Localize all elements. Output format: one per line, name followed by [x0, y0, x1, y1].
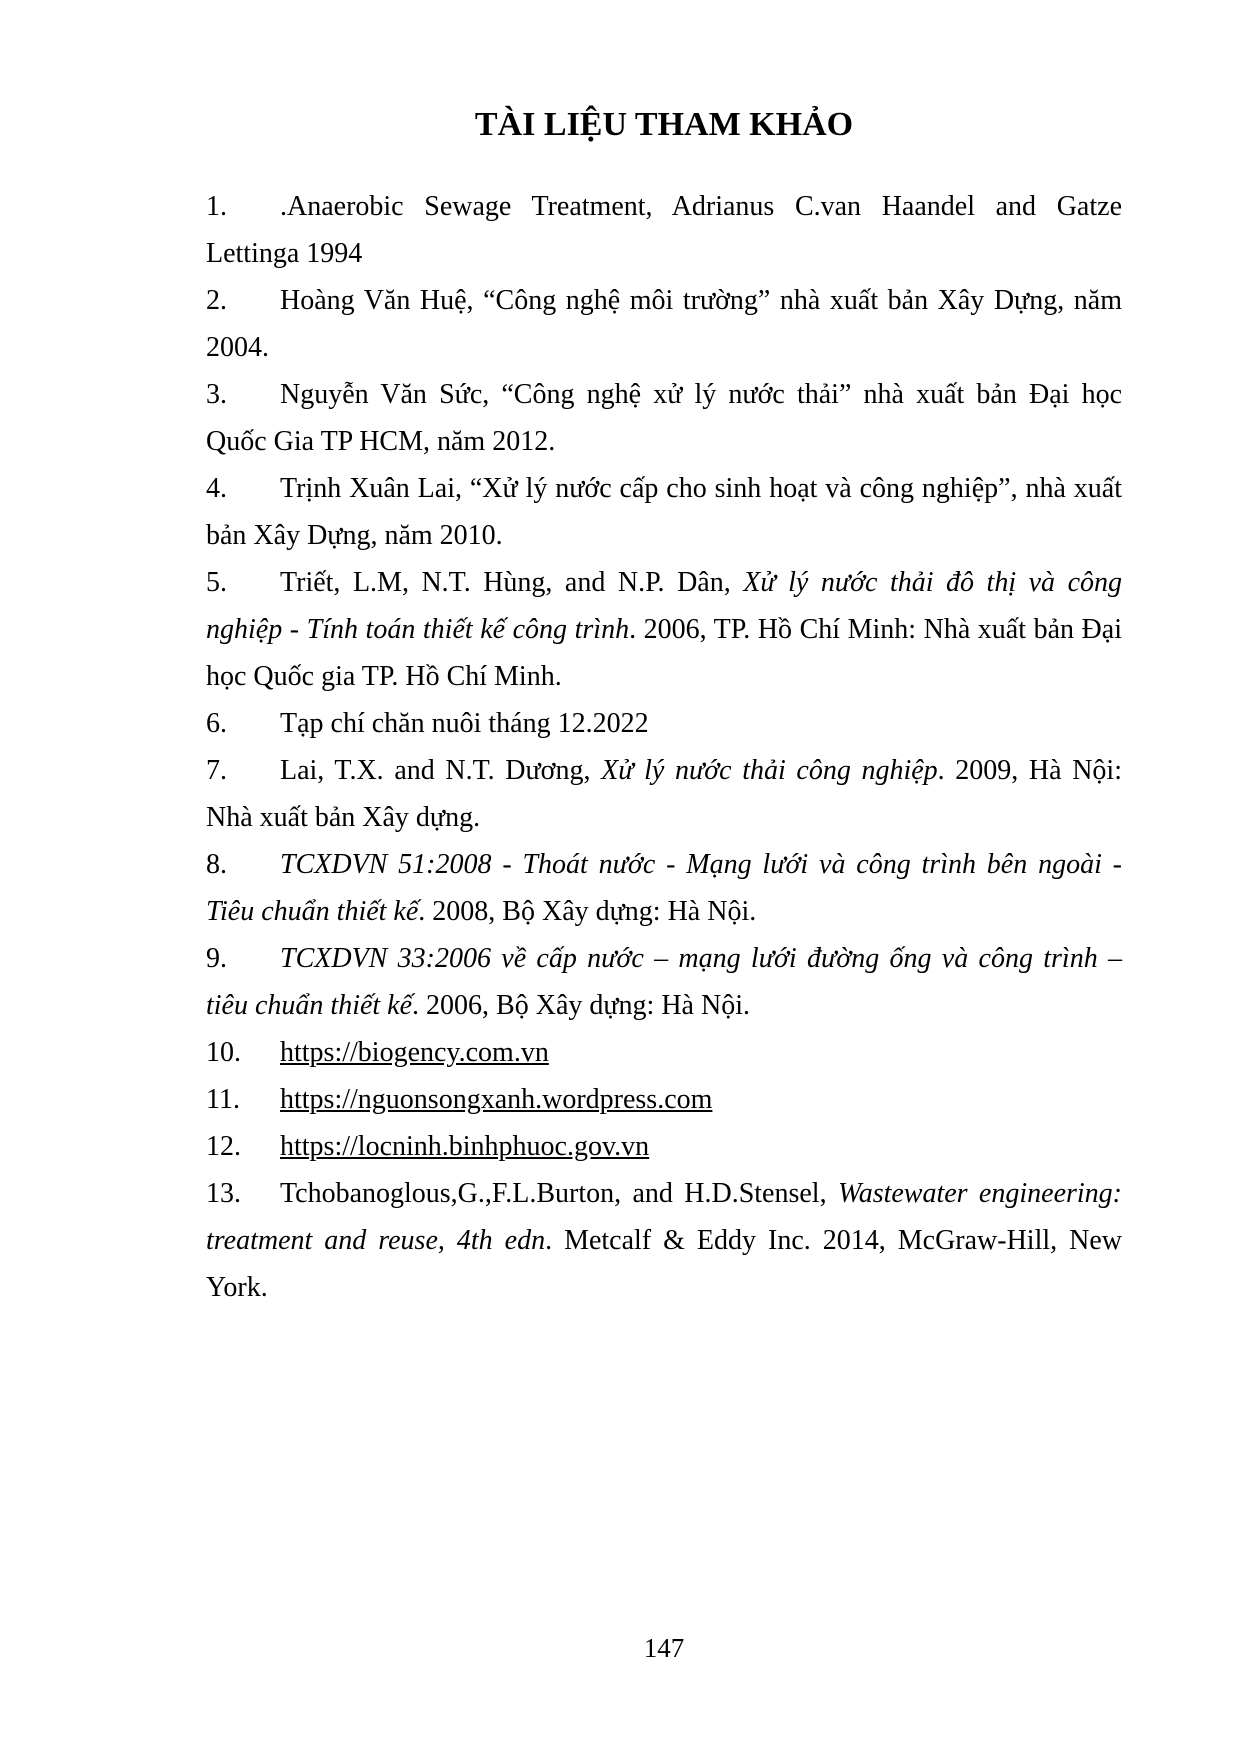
reference-text: Triết, L.M, N.T. Hùng, and N.P. Dân,: [280, 567, 744, 598]
reference-item: [206, 1029, 1122, 1076]
reference-text: Tchobanoglous,G.,F.L.Burton, and H.D.Stensel,: [280, 1178, 838, 1209]
reference-number: 5.: [206, 567, 227, 598]
reference-number: 10.: [206, 1037, 241, 1068]
reference-text: Xử lý nước thải công nghiệp: [601, 755, 938, 786]
reference-item: [206, 277, 1122, 371]
reference-number: 1.: [206, 191, 227, 222]
reference-number: 4.: [206, 473, 227, 504]
reference-text: Hoàng Văn Huệ, “Công nghệ môi trường” nhà xuất bản Xây Dựng, năm 2004.: [206, 285, 1122, 363]
reference-item: [206, 183, 1122, 277]
reference-number: 8.: [206, 849, 227, 880]
reference-item: [206, 371, 1122, 465]
reference-number: 13.: [206, 1178, 241, 1209]
reference-item: [206, 1123, 1122, 1170]
reference-number: 7.: [206, 755, 227, 786]
page-number: 147: [643, 1633, 685, 1663]
reference-text: . 2009, Hà Nội: Nhà xuất bản Xây dựng.: [206, 755, 1122, 833]
reference-item: [206, 747, 1122, 841]
reference-text: . 2008, Bộ Xây dựng: Hà Nội.: [418, 896, 757, 927]
reference-text: TCXDVN 51:2008 - Thoát nước - Mạng lưới và công trình bên ngoài - Tiêu chuẩn thiết kế: [206, 849, 1122, 927]
reference-number: 3.: [206, 379, 227, 410]
reference-number: 11.: [206, 1084, 240, 1115]
reference-number: 12.: [206, 1131, 241, 1162]
reference-text: Trịnh Xuân Lai, “Xử lý nước cấp cho sinh hoạt và công nghiệp”, nhà xuất bản Xây Dựng, năm 2010.: [206, 473, 1122, 551]
reference-link[interactable]: https://nguonsongxanh.wordpress.com: [280, 1084, 713, 1115]
reference-text: Nguyễn Văn Sức, “Công nghệ xử lý nước thải” nhà xuất bản Đại học Quốc Gia TP HCM, năm 2012.: [206, 379, 1122, 457]
reference-item: [206, 841, 1122, 935]
page-title: TÀI LIỆU THAM KHẢO: [474, 106, 854, 143]
reference-item: [206, 1170, 1122, 1311]
reference-item: [206, 700, 1122, 747]
reference-item: [206, 1076, 1122, 1123]
reference-item: [206, 559, 1122, 700]
reference-text: Tạp chí chăn nuôi tháng 12.2022: [280, 708, 649, 739]
reference-item: [206, 465, 1122, 559]
reference-link[interactable]: https://locninh.binhphuoc.gov.vn: [280, 1131, 650, 1162]
reference-text: Lai, T.X. and N.T. Dương,: [280, 755, 602, 786]
reference-number: 9.: [206, 943, 227, 974]
reference-text: .Anaerobic Sewage Treatment, Adrianus C.van Haandel and Gatze Lettinga 1994: [206, 191, 1122, 269]
reference-item: [206, 935, 1122, 1029]
reference-text: . 2006, Bộ Xây dựng: Hà Nội.: [412, 990, 750, 1021]
reference-text: Wastewater engineering: treatment and reuse, 4th edn: [206, 1178, 1122, 1256]
reference-number: 2.: [206, 285, 227, 316]
reference-text: TCXDVN 33:2006 về cấp nước – mạng lưới đường ống và công trình – tiêu chuẩn thiết kế: [206, 943, 1122, 1021]
reference-text: Xử lý nước thải đô thị và công nghiệp - Tính toán thiết kế công trình: [206, 567, 1122, 645]
reference-text: . Metcalf & Eddy Inc. 2014, McGraw-Hill, New York.: [206, 1225, 1123, 1303]
reference-link[interactable]: https://biogency.com.vn: [280, 1037, 549, 1068]
reference-text: . 2006, TP. Hồ Chí Minh: Nhà xuất bản Đại học Quốc gia TP. Hồ Chí Minh.: [206, 614, 1122, 692]
references-list: [206, 183, 1122, 1311]
reference-number: 6.: [206, 708, 227, 739]
